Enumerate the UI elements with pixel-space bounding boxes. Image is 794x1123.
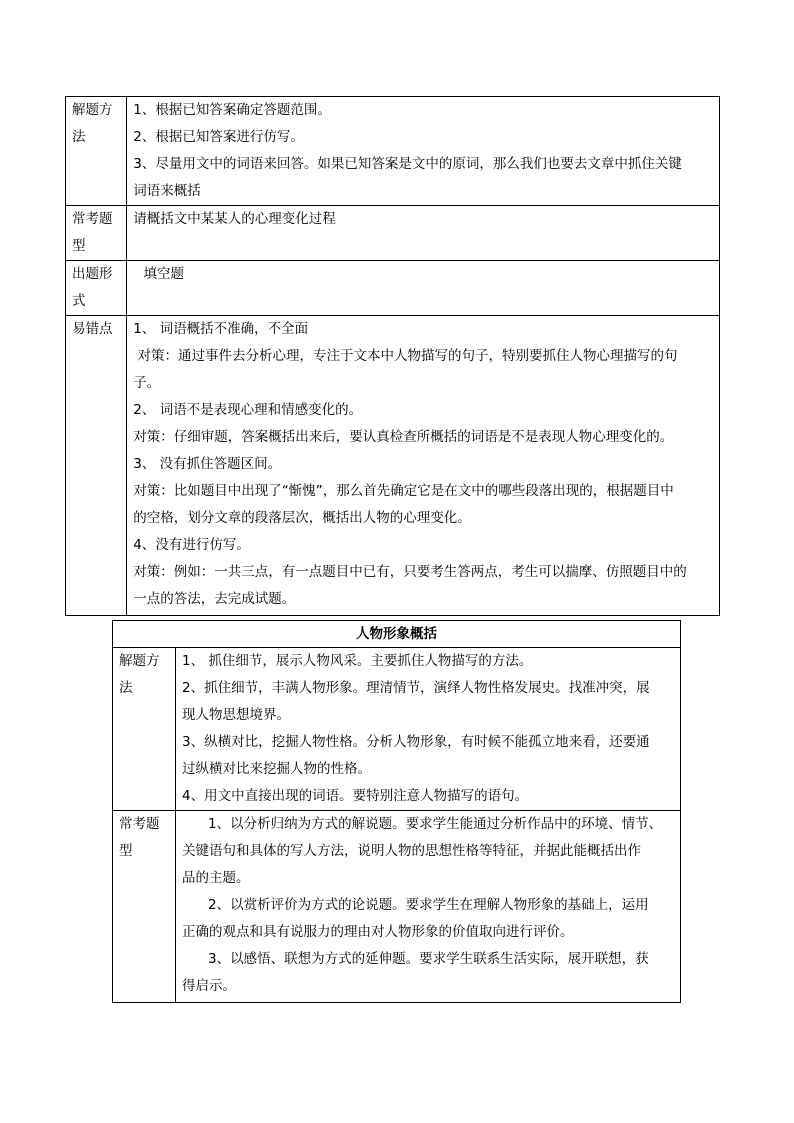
content-line: 得启示。 <box>181 978 236 994</box>
content-line: 1、以分析归纳为方式的解说题。要求学生能通过分析作品中的环境、情节、 <box>207 816 663 832</box>
content-line: 4、没有进行仿写。 <box>133 537 250 553</box>
content-line: 1、 抓住细节，展示人物风采。主要抓住人物描写的方法。 <box>181 653 533 669</box>
content-line: 子。 <box>133 375 161 391</box>
content-line: 3、纵横对比，挖掘人物性格。分析人物形象，有时候不能孤立地来看，还要通 <box>181 734 650 750</box>
content-line: 4、用文中直接出现的词语。要特别注意人物描写的语句。 <box>181 788 529 804</box>
content-line: 2、抓住细节，丰满人物形象。理清情节，演绎人物性格发展史。找准冲突，展 <box>181 680 650 696</box>
content-line: 填空题 <box>139 266 185 282</box>
content-line: 1、 词语概括不准确，不全面 <box>133 321 309 337</box>
content-line: 3、以感悟、联想为方式的延伸题。要求学生联系生活实际，展开联想，获 <box>207 951 649 967</box>
table-title-row <box>113 621 681 648</box>
content-line: 对策：比如题目中出现了“惭愧”，那么首先确定它是在文中的哪些段落出现的，根据题目中 <box>133 483 674 499</box>
content-line: 对策：通过事件去分析心理，专注于文本中人物描写的句子，特别要抓住人物心理描写的句 <box>133 348 678 364</box>
content-line: 3、尽量用文中的词语来回答。如果已知答案是文中的原词，那么我们也要去文章中抓住关键 <box>133 156 682 172</box>
content-line: 2、 词语不是表现心理和情感变化的。 <box>133 402 363 418</box>
content-line: 关键语句和具体的写人方法，说明人物的思想性格等特征，并据此能概括出作 <box>181 843 641 859</box>
row-label: 出题形式 <box>66 261 127 316</box>
content-line: 请概括文中某某人的心理变化过程 <box>133 211 336 227</box>
table-row <box>66 206 720 261</box>
content-line: 现人物思想境界。 <box>181 707 290 723</box>
content-line: 3、 没有抓住答题区间。 <box>133 456 282 472</box>
row-label: 易错点 <box>66 316 127 616</box>
row-label: 解题方法 <box>113 648 176 811</box>
row-label: 常考题型 <box>66 206 127 261</box>
content-line: 2、根据已知答案进行仿写。 <box>133 129 304 145</box>
row-content <box>175 811 680 1003</box>
row-content <box>127 206 720 261</box>
table-row <box>113 648 681 811</box>
content-line: 对策：仔细审题，答案概括出来后，要认真检查所概括的词语是不是表现人物心理变化的。 <box>133 429 674 445</box>
content-line: 对策：例如：一共三点，有一点题目中已有，只要考生答两点，考生可以揣摩、仿照题目中的 <box>133 564 687 580</box>
content-line: 一点的答法，去完成试题。 <box>133 591 296 607</box>
content-line: 的空格，划分文章的段落层次，概括出人物的心理变化。 <box>133 510 471 526</box>
character-table <box>112 620 681 1003</box>
row-content <box>127 316 720 616</box>
table-row <box>66 97 720 206</box>
table-row <box>66 316 720 616</box>
row-label: 解题方法 <box>66 97 127 206</box>
content-line: 1、根据已知答案确定答题范围。 <box>133 102 331 118</box>
table-row <box>66 261 720 316</box>
row-content <box>127 97 720 206</box>
method-table <box>65 96 720 616</box>
content-line: 过纵横对比来挖掘人物的性格。 <box>181 761 371 777</box>
table-title: 人物形象概括 <box>113 621 681 648</box>
row-label: 常考题型 <box>113 811 176 1003</box>
content-line: 品的主题。 <box>181 870 250 886</box>
table-row <box>113 811 681 1003</box>
row-content <box>127 261 720 316</box>
content-line: 词语来概括 <box>133 183 201 199</box>
content-line: 正确的观点和具有说服力的理由对人物形象的价值取向进行评价。 <box>181 924 574 940</box>
content-line: 2、以赏析评价为方式的论说题。要求学生在理解人物形象的基础上，运用 <box>207 897 649 913</box>
row-content <box>175 648 680 811</box>
